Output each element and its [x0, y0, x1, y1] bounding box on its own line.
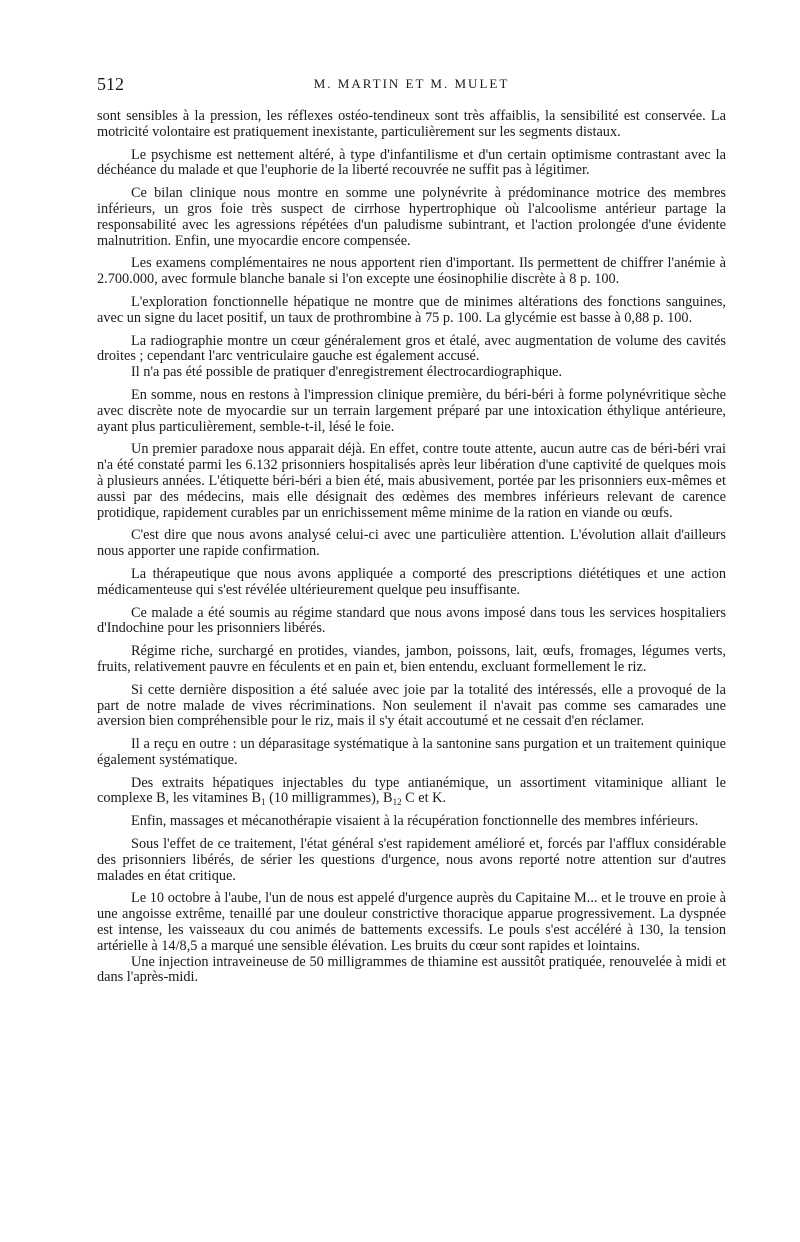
paragraph: En somme, nous en restons à l'impression clinique première, du béri-béri à forme polynévritique sèche avec discrète note de myocardie sur un terrain largement préparé par une intoxication éthylique antérieure, ayant plus particulièrement, semble-t-il, lésé le foie. — [97, 386, 726, 435]
paragraph: Enfin, massages et mécanothérapie visaient à la récupération fonctionnelle des membres inférieurs. — [131, 813, 699, 830]
paragraph: Le psychisme est nettement altéré, à type d'infantilisme et d'un certain optimisme contrastant avec la déchéance du malade et que l'euphorie de la liberté recouvrée ne suffit pas à légitimer. — [97, 146, 726, 179]
vitamins-text-middle: (10 milligrammes), B — [265, 790, 393, 807]
running-head: M. MARTIN ET M. MULET — [313, 76, 510, 91]
paragraph: Si cette dernière disposition a été saluée avec joie par la totalité des intéressés, elle a provoqué de la part de notre malade de vives récriminations. Non seulement il n'avait pas comme ses camarades une aversion bien compréhensible pour le riz, mais il s'y était accoutumé et ne cessait d'en réclamer. — [97, 681, 726, 730]
paragraph: Un premier paradoxe nous apparait déjà. En effet, contre toute attente, aucun autre cas de béri-béri vrai n'a été constaté parmi les 6.132 prisonniers hospitalisés après leur libération d'une captivité de quelques mois à plusieurs années. L'étiquette béri-béri a bien été, mais abusivement, portée par les prisonniers eux-mêmes et aussi par des médecins, mais elle désignait des œdèmes des membres inférieurs relevant de carence protidique, rapidement curables par un enrichissement même minime de la ration en viande ou œufs. — [97, 441, 726, 521]
paragraph: Le 10 octobre à l'aube, l'un de nous est appelé d'urgence auprès du Capitaine M... et le trouve en proie à une angoisse extrême, tenaillé par une douleur constrictive thoracique apparue progressivement. La dyspnée est intense, les vaisseaux du cou animés de battements excessifs. Le pouls s'est accéléré à 130, la tension artérielle à 14/8,5 a marqué une sensible élévation. Les bruits du cœur sont rapides et lointains. — [97, 890, 726, 954]
vitamin-b12-subscript: 12 — [392, 797, 402, 808]
paragraph: La radiographie montre un cœur généralement gros et étalé, avec augmentation de volume des cavités droites ; cependant l'arc ventriculaire gauche est également accusé. — [97, 332, 726, 365]
paragraph: Sous l'effet de ce traitement, l'état général s'est rapidement amélioré et, forcés par l'afflux considérable des prisonniers libérés, de sérier les questions d'urgence, nous avons reporté notre attention sur d'autres malades en état critique. — [97, 836, 726, 884]
paragraph: Une injection intraveineuse de 50 milligrammes de thiamine est aussitôt pratiquée, renouvelée à midi et dans l'après-midi. — [97, 953, 726, 986]
paragraph: Il n'a pas été possible de pratiquer d'enregistrement électrocardiographique. — [131, 364, 563, 381]
paragraph: C'est dire que nous avons analysé celui-ci avec une particulière attention. L'évolution allait d'ailleurs nous apporter une rapide confirmation. — [97, 527, 726, 560]
paragraph: Il a reçu en outre : un déparasitage systématique à la santonine sans purgation et un traitement quinique également systématique. — [97, 736, 726, 768]
vitamin-b1-subscript: 1 — [261, 797, 266, 808]
page-header — [97, 74, 726, 94]
paragraph: sont sensibles à la pression, les réflexes ostéo-tendineux sont très affaiblis, la sensibilité est conservée. La motricité volontaire est pratiquement inexistante, particulièrement sur les segments distaux. — [97, 108, 726, 140]
vitamins-text-before: Des extraits hépatiques injectables du type antianémique, un assortiment vitaminique alliant le complexe B, les vitamines B — [97, 774, 726, 807]
paragraph: Ce malade a été soumis au régime standard que nous avons imposé dans tous les services hospitaliers d'Indochine pour les prisonniers libérés. — [97, 604, 726, 637]
vitamins-paragraph — [97, 776, 726, 808]
page-number: 512 — [97, 74, 124, 94]
article-body — [97, 109, 726, 993]
paragraph: Les examens complémentaires ne nous apportent rien d'important. Ils permettent de chiffrer l'anémie à 2.700.000, avec formule blanche banale si l'on excepte une éosinophilie discrète à 8 p. 100. — [97, 255, 726, 288]
paragraph: Régime riche, surchargé en protides, viandes, jambon, poissons, lait, œufs, fromages, légumes verts, fruits, relativement pauvre en féculents et en pain et, bien entendu, excluant formellement le riz. — [97, 643, 726, 675]
paragraph: Ce bilan clinique nous montre en somme une polynévrite à prédominance motrice des membres inférieurs, un gros foie très suspect de cirrhose hypertrophique où l'alcoolisme antérieur partage la responsabilité avec les agressions répétées d'un paludisme subintrant, et l'action prolongée d'une évidente malnutrition. Enfin, une myocardie encore compensée. — [97, 185, 726, 249]
paragraph: La thérapeutique que nous avons appliquée a comporté des prescriptions diététiques et une action médicamenteuse qui s'est révélée ultérieurement quelque peu insuffisante. — [97, 565, 726, 598]
vitamins-text-after: C et K. — [401, 790, 447, 807]
paragraph: L'exploration fonctionnelle hépatique ne montre que de minimes altérations des fonctions sanguines, avec un signe du lacet positif, un taux de prothrombine à 75 p. 100. La glycémie est basse à 0,88 p. 100. — [97, 293, 726, 326]
